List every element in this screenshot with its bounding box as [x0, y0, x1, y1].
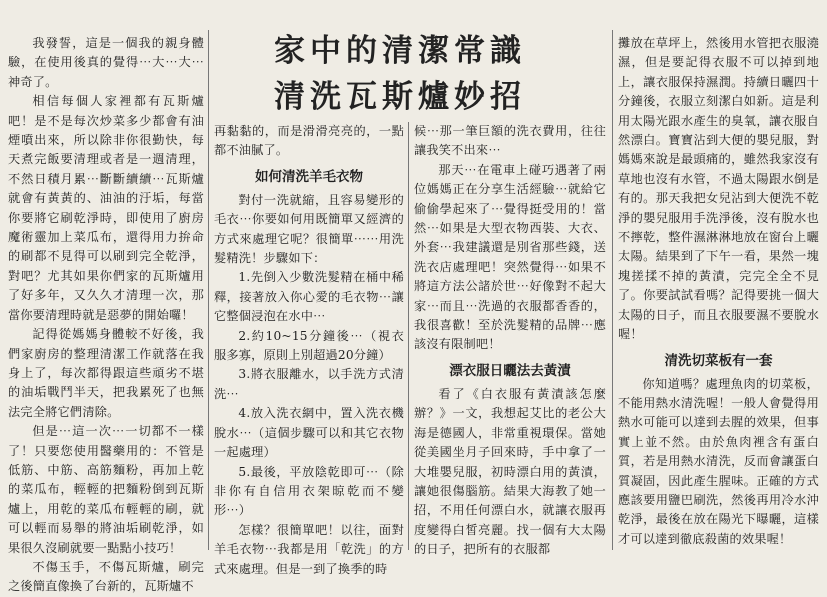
column-divider [408, 122, 409, 550]
headline-line-1: 家中的清潔常識 [274, 33, 526, 69]
col2-step: 2.約10~15分鐘後⋯（視衣服多寡，原則上別超過20分鐘） [214, 328, 404, 363]
col1-paragraph: 但是⋯這一次⋯一切都不一樣了！只要您使用醫藥用的：不管是低筋、中筋、高筋麵粉，再加上乾的菜瓜布，輕輕的把麵粉倒到瓦斯爐上，用乾的菜瓜布輕輕的刷，就可以輕而易舉的將油垢刷乾淨，如果很久沒刷就要一點點小技巧！ [8, 424, 204, 555]
col3-paragraph: 看了《白衣服有黃漬該怎麼辦？》一文，我想起艾比的老公大海是德國人，非常重視環保。當她從美國坐月子回來時，手中拿了一大堆嬰兒服，初時漂白用的黃漬，讓她很傷腦筋。結果大海教了她一招，不用任何漂白水，就讓衣服再度變得白皙亮麗。找一個有大太陽的日子，把所有的衣服都 [414, 386, 606, 557]
col1-paragraph: 記得從媽媽身體較不好後，我們家廚房的整理清潔工作就落在我身上了，每次都得跟這些頑劣不堪的油垢戰鬥半天，把我累死了也無法完全將它們清除。 [8, 327, 204, 419]
col1-paragraph: 我發誓，這是一個我的親身體驗，在使用後真的覺得⋯大⋯大⋯神奇了。 [8, 36, 204, 89]
col1-paragraph: 不傷玉手，不傷瓦斯爐，刷完之後簡直像換了台新的，瓦斯爐不 [8, 559, 204, 594]
col2-step: 4.放入洗衣網中，置入洗衣機脫水⋯（這個步驟可以和其它衣物一起處理） [214, 406, 404, 460]
col1-paragraph: 相信每個人家裡都有瓦斯爐吧！是不是每次炒菜多少都會有油煙噴出來，所以除非你很勤快，每天煮完飯要清理或者是一週清理，不然日積月累⋯斷斷續續⋯瓦斯爐就會有黃黃的、油油的汙垢，每當你要將它刷乾淨時，即使用了廚房魔術靈加上菜瓜布，還得用力拚命的刷都不見得可以刷到完全乾淨，對吧？尤其如果你們家的瓦斯爐用了好多年，又久久才清理一次，那當你要清理時就是惡夢的開始囉！ [8, 94, 204, 322]
col2-step: 3.將衣服離水，以手洗方式清洗⋯ [214, 367, 404, 401]
column-divider [208, 30, 209, 550]
section-heading-wool: 如何清洗羊毛衣物 [255, 168, 363, 185]
section-heading-yellow-stains: 漂衣服日曬法去黃漬 [449, 362, 571, 379]
column-4 [618, 34, 819, 552]
headline [220, 28, 580, 120]
col2-step: 1.先倒入少數洗髮精在桶中稀釋，接著放入你心愛的毛衣物⋯讓它整個浸泡在水中⋯ [214, 270, 404, 324]
column-divider [612, 30, 613, 550]
col2-step: 5.最後，平放陰乾即可⋯（除非你有自信用衣架晾乾而不變形⋯） [214, 464, 404, 518]
col3-paragraph: 候⋯那一筆巨額的洗衣費用，往往讓我笑不出來⋯ [414, 124, 606, 158]
section-heading-cutting-board: 清洗切菜板有一套 [664, 352, 773, 369]
column-2 [214, 122, 404, 576]
column-3 [414, 122, 606, 557]
headline-line-2: 清洗瓦斯爐妙招 [274, 79, 526, 115]
col2-paragraph: 對付一洗就縮，且容易變形的毛衣⋯你要如何用既簡單又經濟的方式來處理它呢？很簡單⋯⋯用洗髮精洗！步驟如下： [214, 192, 404, 266]
col4-paragraph: 你知道嗎？處理魚肉的切菜板，不能用熱水清洗喔！一般人會覺得用熱水可能可以達到去腥的效果，但事實上並不然。由於魚肉裡含有蛋白質，若是用熱水清洗，反而會讓蛋白質凝固，因此產生腥味。正確的方式應該要用鹽巴刷洗，然後再用冷水沖乾淨，最後在放在陽光下曝曬，這樣才可以達到徹底殺菌的效果喔！ [618, 376, 819, 546]
col2-paragraph: 怎樣？很簡單吧！以往，面對羊毛衣物⋯我都是用「乾洗」的方式來處理。但是一到了換季的時 [214, 522, 404, 576]
col4-paragraph: 攤放在草坪上，然後用水管把衣服澆濕，但是要記得衣服不可以掉到地上，讓衣服保持濕潤。持續日曬四十分鐘後，衣服立刻潔白如新。這是利用太陽光跟水產生的臭氧，讓衣服自然漂白。寶寶沾到大便的嬰兒服，對媽媽來說是最頭痛的，雖然我家沒有草地也沒有水管，不過太陽跟水倒是有的。那天我把女兒沾到大便洗不乾淨的嬰兒服用手洗淨後，沒有脫水也不擰乾，整件濕淋淋地放在窗台上曬太陽。結果到了下午一看，果然一塊塊搓揉不掉的黃漬，完完全全不見了。你要試試看嗎？記得要挑一個大太陽的日子，而且衣服要濕不要脫水喔！ [618, 36, 819, 342]
col3-paragraph: 那天⋯在電車上碰巧遇著了兩位媽媽正在分享生活經驗⋯就給它偷偷學起來了⋯覺得挺受用的！當然⋯如果是大型衣物西裝、大衣、外套⋯我建議還是別省那些錢，送洗衣店處理吧！突然覺得⋯如果不將這方法公諸於世⋯好像對不起大家⋯而且⋯洗過的衣服都香香的，我很喜歡！至於洗髮精的品牌⋯應該沒有限制吧！ [414, 162, 606, 352]
column-1 [8, 34, 204, 594]
col2-intro: 再黏黏的，而是滑滑亮亮的，一點都不油膩了。 [214, 124, 404, 158]
